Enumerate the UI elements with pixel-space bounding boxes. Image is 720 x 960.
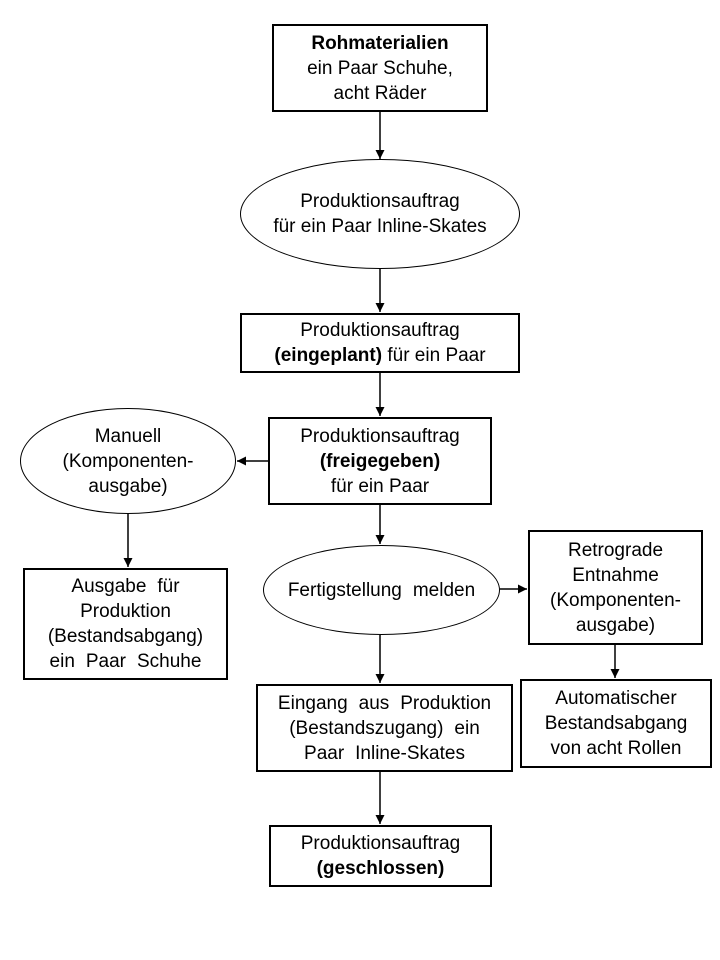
node-automatischer bbox=[520, 679, 712, 768]
text-line: (Komponenten- bbox=[550, 589, 681, 611]
node-eingang bbox=[256, 684, 513, 772]
text-line: ein Paar Schuhe, bbox=[307, 57, 453, 79]
text-line: Produktionsauftrag bbox=[300, 425, 460, 447]
text-line: (Bestandszugang) ein bbox=[289, 717, 480, 739]
text-line: Rohmaterialien bbox=[311, 32, 449, 54]
node-ausgabe bbox=[23, 568, 228, 680]
text-line: Manuell bbox=[94, 425, 162, 447]
text-line: Produktionsauftrag bbox=[300, 833, 461, 854]
text-line: Paar Inline-Skates bbox=[304, 742, 465, 764]
text-line: Automatischer bbox=[555, 688, 677, 709]
node-eingeplant bbox=[240, 313, 520, 373]
text-line: (geschlossen) bbox=[316, 858, 445, 879]
node-rohmaterialien bbox=[272, 24, 488, 112]
text-line: ausgabe) bbox=[575, 614, 656, 636]
text-line: Produktionsauftrag bbox=[300, 191, 460, 212]
node-freigegeben bbox=[268, 417, 492, 505]
node-manuell-ellipse bbox=[20, 408, 236, 514]
text-line: (Bestandsabgang) bbox=[47, 626, 204, 647]
text-segment-bold: (eingeplant) bbox=[274, 345, 383, 366]
text-line: (freigegeben) bbox=[319, 450, 441, 472]
text-line bbox=[274, 343, 485, 368]
node-retrograde bbox=[528, 530, 703, 645]
text-line: Retrograde bbox=[567, 539, 664, 561]
text-line: ein Paar Schuhe bbox=[49, 651, 202, 672]
text-line: Entnahme bbox=[572, 564, 659, 586]
text-line: acht Räder bbox=[333, 82, 427, 104]
text-line: von acht Rollen bbox=[550, 738, 682, 759]
node-produktionsauftrag-ellipse bbox=[240, 159, 520, 269]
text-line: Eingang aus Produktion bbox=[277, 692, 492, 714]
node-fertigstellung-ellipse bbox=[263, 545, 500, 635]
text-line: Bestandsabgang bbox=[544, 713, 688, 734]
text-line: ausgabe) bbox=[88, 475, 168, 497]
text-line: Ausgabe für bbox=[71, 576, 180, 597]
text-line: Produktion bbox=[80, 601, 171, 622]
text-line: (Komponenten- bbox=[62, 450, 194, 472]
text-segment: für ein Paar bbox=[382, 345, 486, 366]
node-geschlossen bbox=[269, 825, 492, 887]
text-line: Fertigstellung melden bbox=[287, 579, 476, 601]
text-line: für ein Paar Inline-Skates bbox=[273, 216, 487, 237]
text-line: Produktionsauftrag bbox=[300, 320, 460, 341]
text-line: für ein Paar bbox=[330, 475, 430, 497]
